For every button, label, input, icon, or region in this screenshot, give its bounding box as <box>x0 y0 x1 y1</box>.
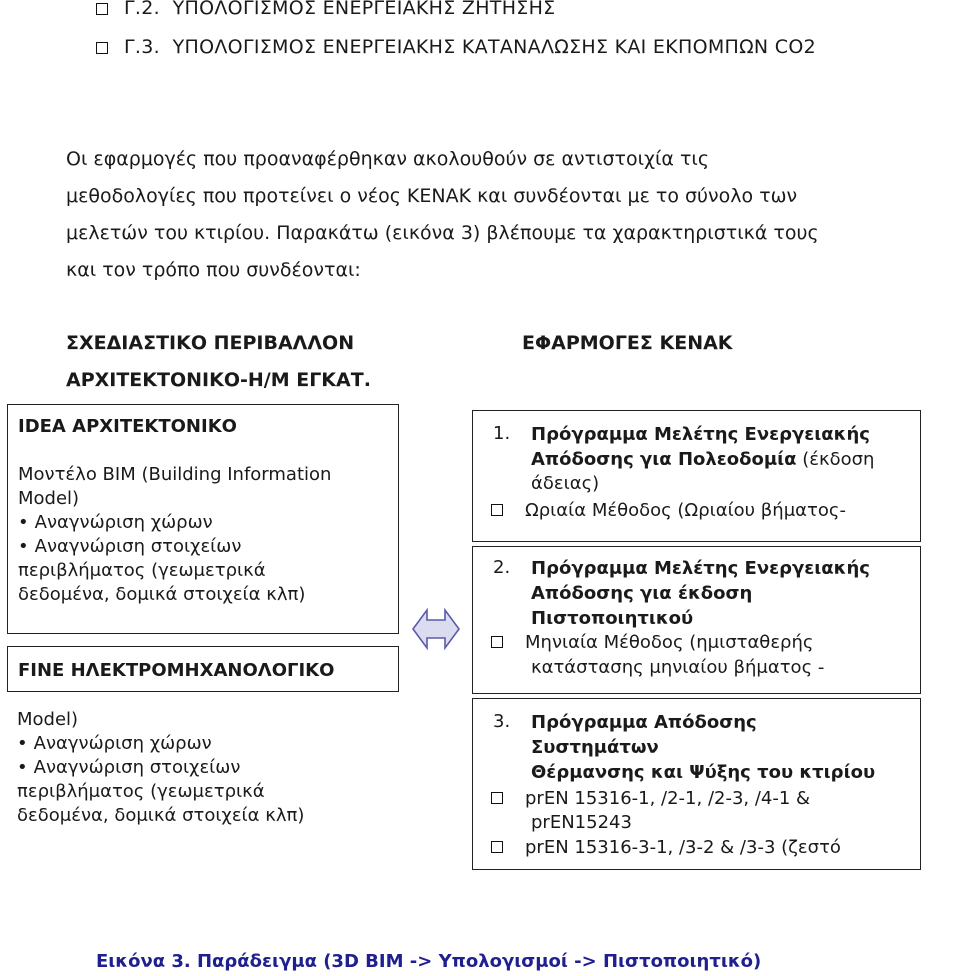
fine-title: FINE ΗΛΕΚΤΡΟΜΗΧΑΝΟΛΟΓΙΚΟ <box>18 660 335 681</box>
app-item <box>491 787 810 811</box>
app-title-line: Απόδοσης για έκδοση <box>531 583 753 604</box>
fine-model-text <box>17 708 392 828</box>
figure-caption: Εικόνα 3. Παράδειγμα (3D BIM -> Υπολογισμοί -> Πιστοποιητικό) <box>96 951 762 972</box>
toc-text: ΥΠΟΛΟΓΙΣΜΟΣ ΕΝΕΡΓΕΙΑΚΗΣ ΖΗΤΗΣΗΣ <box>172 0 556 19</box>
checkbox-icon <box>491 792 503 804</box>
fine-box <box>7 646 399 692</box>
app-item-text: Ωριαία Μέθοδος (Ωριαίου βήματος- <box>525 500 846 521</box>
bullet-cont: δεδομένα, δομικά στοιχεία κλπ) <box>18 584 306 605</box>
toc-number: Γ.2. <box>124 0 160 19</box>
bullet-cont: περιβλήματος (γεωμετρικά <box>17 781 265 802</box>
idea-box <box>7 404 399 634</box>
intro-paragraph <box>66 141 866 289</box>
app-box-1 <box>472 410 921 542</box>
checkbox-icon <box>491 636 503 648</box>
app-title-line: άδειας) <box>531 473 600 494</box>
app-item <box>491 499 846 523</box>
app-item-text: Μηνιαία Μέθοδος (ημισταθερής <box>525 632 814 653</box>
left-header-line1: ΣΧΕΔΙΑΣΤΙΚΟ ΠΕΡΙΒΑΛΛΟΝ <box>66 332 355 354</box>
app-item-text: prEN 15316-1, /2-1, /2-3, /4-1 & <box>525 788 811 809</box>
idea-title: IDEA ΑΡΧΙΤΕΚΤΟΝΙΚΟ <box>18 416 237 437</box>
toc-item-g2 <box>96 0 555 19</box>
app-number: 3. <box>493 711 511 732</box>
model-line: Model) <box>18 488 80 509</box>
toc-number: Γ.3. <box>124 36 160 58</box>
app-title-line: Πρόγραμμα Μελέτης Ενεργειακής <box>531 424 870 445</box>
checkbox-icon <box>96 3 108 15</box>
app-item-text: κατάστασης μηνιαίου βήματος - <box>531 657 825 678</box>
app-item <box>491 836 841 860</box>
toc-text: ΥΠΟΛΟΓΙΣΜΟΣ ΕΝΕΡΓΕΙΑΚΗΣ ΚΑΤΑΝΑΛΩΣΗΣ ΚΑΙ ΕΚΠΟΜΠΩΝ CO2 <box>172 36 816 58</box>
app-number: 2. <box>493 557 511 578</box>
app-title-normal: (έκδοση <box>796 449 875 470</box>
bullet-cont: περιβλήματος (γεωμετρικά <box>18 560 266 581</box>
app-title-line <box>531 448 874 472</box>
right-header: ΕΦΑΡΜΟΓΕΣ ΚΕΝΑΚ <box>522 332 733 354</box>
bullet-item: • Αναγνώριση στοιχείων <box>18 535 393 559</box>
app-box-2 <box>472 546 921 694</box>
app-title-line: Πρόγραμμα Μελέτης Ενεργειακής <box>531 558 870 579</box>
paragraph-line: Οι εφαρμογές που προαναφέρθηκαν ακολουθούν σε αντιστοιχία τις <box>66 148 710 170</box>
app-box-3 <box>472 698 921 870</box>
bullet-item: • Αναγνώριση χώρων <box>18 511 393 535</box>
app-item <box>491 631 813 655</box>
checkbox-icon <box>96 42 108 54</box>
double-arrow-icon <box>412 604 460 654</box>
checkbox-icon <box>491 841 503 853</box>
idea-model-text <box>18 463 393 607</box>
bullet-item: • Αναγνώριση στοιχείων <box>17 756 392 780</box>
paragraph-line: και τον τρόπο που συνδέονται: <box>66 259 361 281</box>
left-header-line2: ΑΡΧΙΤΕΚΤΟΝΙΚΟ-Η/Μ ΕΓΚΑΤ. <box>66 369 371 391</box>
app-number: 1. <box>493 423 511 444</box>
toc-item-g3 <box>96 36 816 58</box>
checkbox-icon <box>491 504 503 516</box>
app-title-line: Θέρμανσης και Ψύξης του κτιρίου <box>531 762 876 783</box>
app-item-text: prEN 15316-3-1, /3-2 & /3-3 (ζεστό <box>525 837 841 858</box>
bullet-item: • Αναγνώριση χώρων <box>17 732 392 756</box>
app-title-line: Πρόγραμμα Απόδοσης <box>531 712 757 733</box>
model-line: Model) <box>17 709 79 730</box>
app-item-text: prEN15243 <box>531 812 632 833</box>
app-title-line: Συστημάτων <box>531 737 659 758</box>
paragraph-line: μεθοδολογίες που προτείνει ο νέος ΚΕΝΑΚ και συνδέονται με το σύνολο των <box>66 185 798 207</box>
app-title-line: Πιστοποιητικού <box>531 608 694 629</box>
paragraph-line: μελετών του κτιρίου. Παρακάτω (εικόνα 3) βλέπουμε τα χαρακτηριστικά τους <box>66 222 819 244</box>
bullet-cont: δεδομένα, δομικά στοιχεία κλπ) <box>17 805 305 826</box>
model-line: Μοντέλο BIM (Building Information <box>18 464 332 485</box>
app-title-bold: Απόδοσης για Πολεοδομία <box>531 449 797 470</box>
